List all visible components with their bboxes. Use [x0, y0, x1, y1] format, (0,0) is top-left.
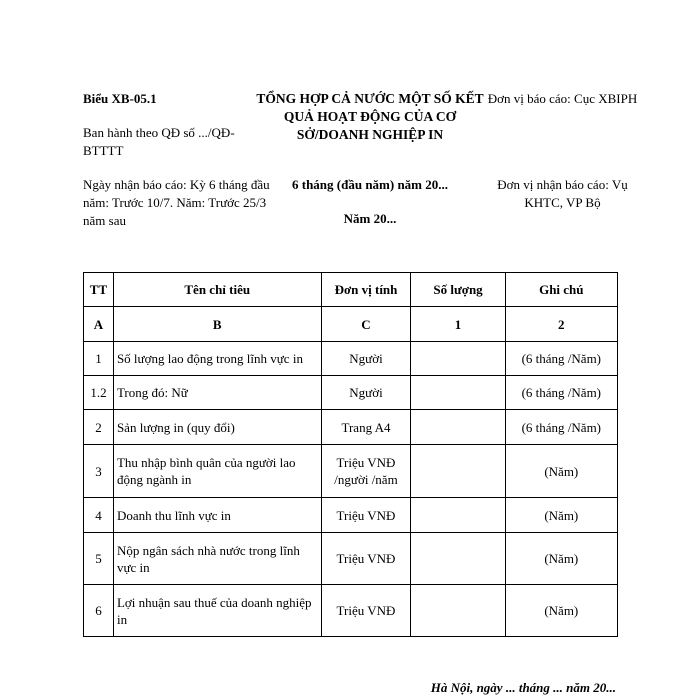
- indicator-name: Trong đó: Nữ: [113, 376, 321, 410]
- table-row: [84, 585, 618, 637]
- quantity-cell[interactable]: [411, 376, 505, 410]
- quantity-cell[interactable]: [411, 342, 505, 376]
- column-header: Số lượng: [411, 273, 505, 307]
- table-row: [84, 445, 618, 498]
- unit: Người: [321, 342, 411, 376]
- row-number: 1.2: [84, 376, 114, 410]
- table-header-row: [84, 273, 618, 307]
- indicator-name: Lợi nhuận sau thuế của doanh nghiệp in: [113, 585, 321, 637]
- note: (Năm): [505, 585, 617, 637]
- note: (Năm): [505, 533, 617, 585]
- report-table: [83, 272, 618, 637]
- row-number: 2: [84, 410, 114, 445]
- column-code: 2: [505, 307, 617, 342]
- column-code: A: [84, 307, 114, 342]
- place-date: Hà Nội, ngày ... tháng ... năm 20...: [430, 680, 616, 695]
- quantity-cell[interactable]: [411, 445, 505, 498]
- note: (Năm): [505, 445, 617, 498]
- report-period: 6 tháng (đầu năm) năm 20...: [291, 177, 449, 192]
- unit: Trang A4: [321, 410, 411, 445]
- issued-by: Ban hành theo QĐ số .../QĐ-BTTTT: [83, 125, 235, 158]
- unit: Triệu VNĐ: [321, 533, 411, 585]
- table-row: [84, 498, 618, 533]
- indicator-name: Sản lượng in (quy đổi): [113, 410, 321, 445]
- unit: Người: [321, 376, 411, 410]
- column-header: Tên chỉ tiêu: [113, 273, 321, 307]
- table-row: [84, 533, 618, 585]
- row-number: 3: [84, 445, 114, 498]
- table-row: [84, 342, 618, 376]
- column-code: C: [321, 307, 411, 342]
- quantity-cell[interactable]: [411, 498, 505, 533]
- column-header: TT: [84, 273, 114, 307]
- form-code: Biểu XB-05.1: [83, 91, 157, 106]
- indicator-name: Doanh thu lĩnh vực in: [113, 498, 321, 533]
- reporting-unit: Đơn vị báo cáo: Cục XBIPH: [487, 91, 638, 106]
- indicator-name: Thu nhập bình quân của người lao động ngành in: [113, 445, 321, 498]
- quantity-cell[interactable]: [411, 585, 505, 637]
- row-number: 1: [84, 342, 114, 376]
- table-row: [84, 376, 618, 410]
- column-header: Ghi chú: [505, 273, 617, 307]
- receive-date: Ngày nhận báo cáo: Kỳ 6 tháng đầu năm: Trước 10/7. Năm: Trước 25/3 năm sau: [83, 177, 270, 228]
- note: (Năm): [505, 498, 617, 533]
- note: (6 tháng /Năm): [505, 342, 617, 376]
- table-row: [84, 410, 618, 445]
- quantity-cell[interactable]: [411, 533, 505, 585]
- indicator-name: Số lượng lao động trong lĩnh vực in: [113, 342, 321, 376]
- row-number: 4: [84, 498, 114, 533]
- receiving-unit: Đơn vị nhận báo cáo: Vụ KHTC, VP Bộ: [497, 177, 628, 210]
- unit: Triệu VNĐ /người /năm: [321, 445, 411, 498]
- report-title: TỔNG HỢP CẢ NƯỚC MỘT SỐ KẾT QUẢ HOẠT ĐỘNG CỦA CƠ SỞ/DOANH NGHIỆP IN: [256, 91, 484, 142]
- indicator-name: Nộp ngân sách nhà nước trong lĩnh vực in: [113, 533, 321, 585]
- row-number: 6: [84, 585, 114, 637]
- column-header: Đơn vị tính: [321, 273, 411, 307]
- note: (6 tháng /Năm): [505, 376, 617, 410]
- row-number: 5: [84, 533, 114, 585]
- report-year: Năm 20...: [343, 211, 397, 226]
- column-code: B: [113, 307, 321, 342]
- note: (6 tháng /Năm): [505, 410, 617, 445]
- unit: Triệu VNĐ: [321, 585, 411, 637]
- quantity-cell[interactable]: [411, 410, 505, 445]
- table-code-row: [84, 307, 618, 342]
- column-code: 1: [411, 307, 505, 342]
- unit: Triệu VNĐ: [321, 498, 411, 533]
